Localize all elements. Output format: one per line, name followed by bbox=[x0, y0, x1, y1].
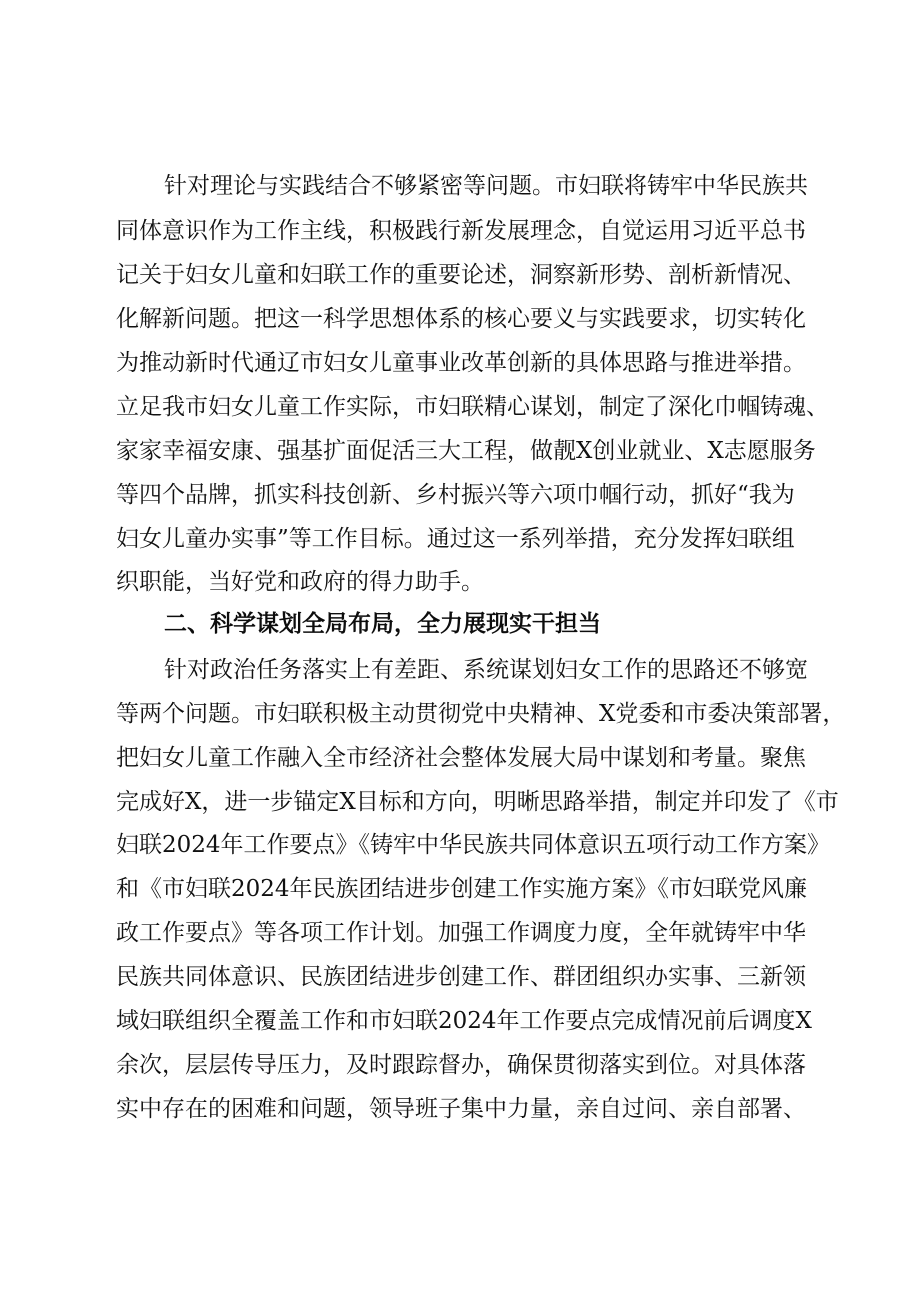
paragraph-2-line-7: 政工作要点》等各项工作计划。加强工作调度力度，全年就铸牢中华 bbox=[116, 920, 806, 946]
paragraph-2-line-11: 实中存在的困难和问题，领导班子集中力量，亲自过问、亲自部署、 bbox=[116, 1096, 806, 1122]
paragraph-1-line-10: 织职能，当好党和政府的得力助手。 bbox=[116, 569, 484, 595]
paragraph-1-line-2: 同体意识作为工作主线，积极践行新发展理念，自觉运用习近平总书 bbox=[116, 218, 806, 244]
paragraph-1-line-7: 家家幸福安康、强基扩面促活三大工程，做靓X创业就业、X志愿服务 bbox=[116, 438, 816, 464]
paragraph-2-line-9: 域妇联组织全覆盖工作和市妇联2024年工作要点完成情况前后调度X bbox=[116, 1008, 812, 1034]
paragraph-1-line-8: 等四个品牌，抓实科技创新、乡村振兴等六项巾帼行动，抓好“我为 bbox=[116, 482, 795, 508]
paragraph-2-line-8: 民族共同体意识、民族团结进步创建工作、群团组织办实事、三新领 bbox=[116, 964, 806, 990]
section-heading: 二、科学谋划全局布局，全力展现实干担当 bbox=[164, 611, 601, 637]
paragraph-1-line-3: 记关于妇女儿童和妇联工作的重要论述，洞察新形势、剖析新情况、 bbox=[116, 262, 806, 288]
paragraph-1-line-6: 立足我市妇女儿童工作实际，市妇联精心谋划，制定了深化巾帼铸魂、 bbox=[116, 394, 829, 420]
paragraph-2-line-10: 余次，层层传导压力，及时跟踪督办，确保贯彻落实到位。对具体落 bbox=[116, 1052, 806, 1078]
paragraph-1-line-9: 妇女儿童办实事”等工作目标。通过这一系列举措，充分发挥妇联组 bbox=[116, 526, 795, 552]
paragraph-2-line-2: 等两个问题。市妇联积极主动贯彻党中央精神、X党委和市委决策部署， bbox=[116, 701, 846, 727]
paragraph-2-line-1: 针对政治任务落实上有差距、系统谋划妇女工作的思路还不够宽 bbox=[164, 657, 808, 683]
paragraph-1-line-1: 针对理论与实践结合不够紧密等问题。市妇联将铸牢中华民族共 bbox=[164, 173, 808, 199]
paragraph-1-line-4: 化解新问题。把这一科学思想体系的核心要义与实践要求，切实转化 bbox=[116, 306, 806, 332]
paragraph-2-line-5: 妇联2024年工作要点》《铸牢中华民族共同体意识五项行动工作方案》 bbox=[116, 832, 831, 858]
paragraph-2-line-6: 和《市妇联2024年民族团结进步创建工作实施方案》《市妇联党风廉 bbox=[116, 876, 808, 902]
paragraph-2-line-4: 完成好X，进一步锚定X目标和方向，明晰思路举措，制定并印发了《市 bbox=[116, 789, 839, 815]
paragraph-2-line-3: 把妇女儿童工作融入全市经济社会整体发展大局中谋划和考量。聚焦 bbox=[116, 745, 806, 771]
paragraph-1-line-5: 为推动新时代通辽市妇女儿童事业改革创新的具体思路与推进举措。 bbox=[116, 350, 806, 376]
